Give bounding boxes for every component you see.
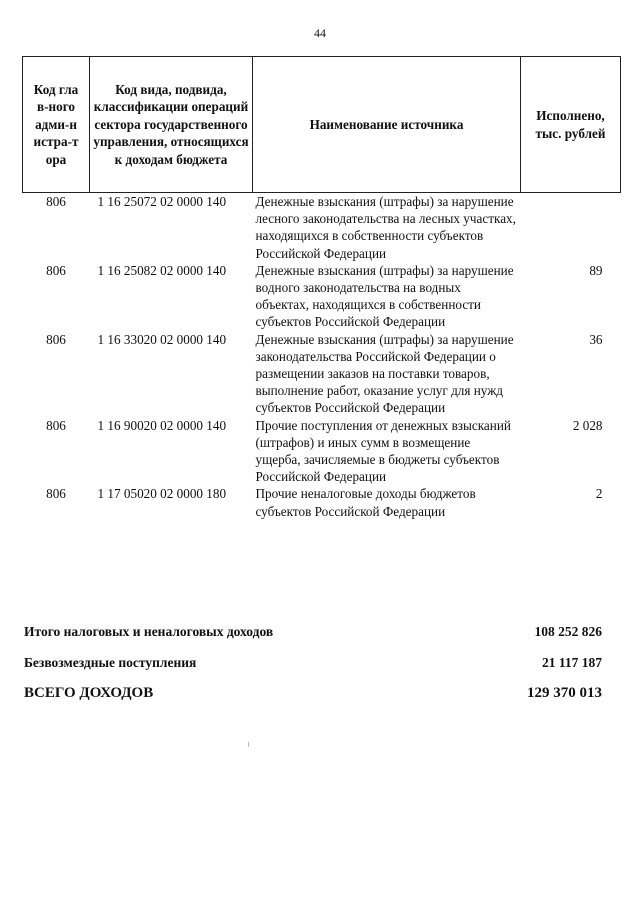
header-amount	[521, 57, 621, 193]
kbk-cell: 1 16 25072 02 0000 140	[97, 194, 227, 209]
admin-code-cell: 806	[46, 331, 66, 347]
admin-code-cell: 806	[46, 262, 66, 278]
source-name-cell: Денежные взыскания (штрафы) за нарушение законодательства Российской Федерации о размещении заказов на поставки товаров, выполнение работ, оказание услуг для нужд субъектов Российской Федерации	[255, 331, 514, 416]
kbk-cell: 1 16 25082 02 0000 140	[97, 262, 227, 278]
header-kbk	[90, 57, 253, 193]
admin-code-cell: 806	[46, 486, 66, 502]
total-tax-nontax-value: 108 252 826	[534, 624, 602, 639]
table-row	[23, 331, 621, 417]
source-name-cell: Прочие неналоговые доходы бюджетов субъектов Российской Федерации	[255, 486, 476, 519]
source-name-cell: Денежные взыскания (штрафы) за нарушение лесного законодательства на лесных участках, находящихся в собственности субъектов Российской Федерации	[255, 194, 516, 261]
header-admin-code-text: Код глав-ного адми-нистра-тора	[33, 81, 79, 167]
table-row	[23, 193, 621, 262]
gratuitous-label: Безвозмездные поступления	[24, 655, 197, 670]
kbk-cell: 1 16 33020 02 0000 140	[97, 331, 227, 347]
grand-total-value: 129 370 013	[527, 685, 602, 701]
table-row	[23, 417, 621, 486]
header-source-name	[253, 57, 521, 193]
amount-cell	[521, 193, 621, 262]
source-name-cell: Прочие поступления от денежных взысканий (штрафов) и иных сумм в возмещение ущерба, зачисляемые в бюджеты субъектов Российской Федерации	[255, 417, 511, 485]
kbk-cell: 1 17 05020 02 0000 180	[97, 486, 227, 502]
grand-total-label: ВСЕГО ДОХОДОВ	[24, 685, 154, 701]
table-header	[23, 57, 621, 193]
admin-code-cell: 806	[46, 194, 66, 209]
table-body	[23, 193, 621, 520]
header-amount-text: Исполнено, тыс. рублей	[535, 108, 606, 141]
gratuitous-value: 21 117 187	[541, 655, 602, 670]
header-kbk-text: Код вида, подвида, классификации операций сектора государственного управления, относящихся к доходам бюджета	[93, 81, 249, 167]
revenue-table	[22, 56, 621, 520]
amount-cell: 2 028	[572, 417, 603, 433]
table-row	[23, 485, 621, 519]
scan-mark	[248, 742, 249, 747]
amount-cell: 36	[589, 331, 603, 347]
page-number: 44	[314, 26, 326, 40]
header-source-name-text: Наименование источника	[309, 116, 464, 132]
source-name-cell: Денежные взыскания (штрафы) за нарушение водного законодательства на водных объектах, находящихся в собственности субъектов Российской Федерации	[255, 262, 514, 330]
table-row	[23, 262, 621, 331]
header-admin-code	[23, 57, 90, 193]
total-tax-nontax-label: Итого налоговых и неналоговых доходов	[24, 624, 274, 639]
admin-code-cell: 806	[46, 417, 66, 433]
amount-cell: 2	[595, 486, 603, 502]
kbk-cell: 1 16 90020 02 0000 140	[97, 417, 227, 433]
amount-cell: 89	[589, 262, 603, 278]
